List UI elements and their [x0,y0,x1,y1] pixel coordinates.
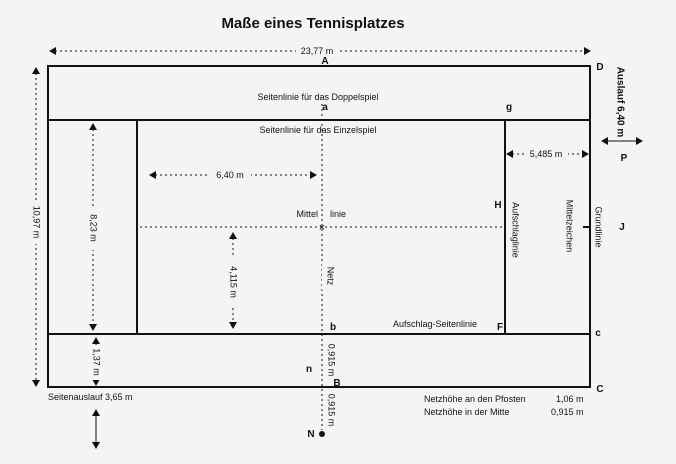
singles-sideline-label: Seitenlinie für das Einzelspiel [259,125,377,135]
singles-width-label: 8,23 m [88,214,99,242]
center-line-label-left: Mittel [296,209,318,219]
point-A: A [321,56,329,67]
service-line-label: Aufschlaglinie [510,202,521,258]
net-height-center-label: Netzhöhe in der Mitte [424,407,510,417]
back-runout-label: Auslauf 6,40 m [614,66,626,138]
point-a: a [322,102,328,113]
point-n: n [305,364,313,375]
point-C: C [596,384,604,395]
point-J: J [619,222,625,233]
baseline-label: Grundlinie [593,206,604,248]
net-height-posts-value: 1,06 m [556,394,584,404]
service-distance-label: 6,40 m [216,170,244,180]
service-sideline-label: Aufschlag-Seitenlinie [392,319,478,329]
point-P: P [620,153,628,164]
point-B: B [333,378,341,389]
point-b: b [329,322,337,333]
net-post-marker [319,431,325,437]
point-H: H [494,200,502,211]
court-lines [48,66,590,437]
side-runout-label: Seitenauslauf 3,65 m [48,392,133,402]
net-height-lower-label: 0,915 m [326,393,337,427]
total-length-label: 23,77 m [300,46,334,56]
net-center-cross: × [318,222,326,234]
diagram-title: Maße eines Tennisplatzes [221,15,405,32]
point-D: D [596,62,604,73]
half-width-label: 4,115 m [228,266,239,298]
point-g: g [505,102,513,113]
net-height-posts-label: Netzhöhe an den Pfosten [424,394,526,404]
doubles-sideline-label: Seitenlinie für das Doppelspiel [257,92,379,102]
total-width-label: 10,97 m [31,205,42,239]
point-c: c [595,328,601,339]
alley-width-label: 1,37 m [91,348,102,376]
point-N: N [307,429,315,440]
net-height-center-value: 0,915 m [551,407,584,417]
net-label: Netz [325,266,336,286]
center-line-label-right: linie [330,209,347,219]
center-mark-label: Mittelzeichen [564,199,575,253]
baseline-service-label: 5,485 m [529,149,563,159]
point-F: F [496,322,504,333]
net-height-upper-label: 0,915 m [326,343,337,377]
